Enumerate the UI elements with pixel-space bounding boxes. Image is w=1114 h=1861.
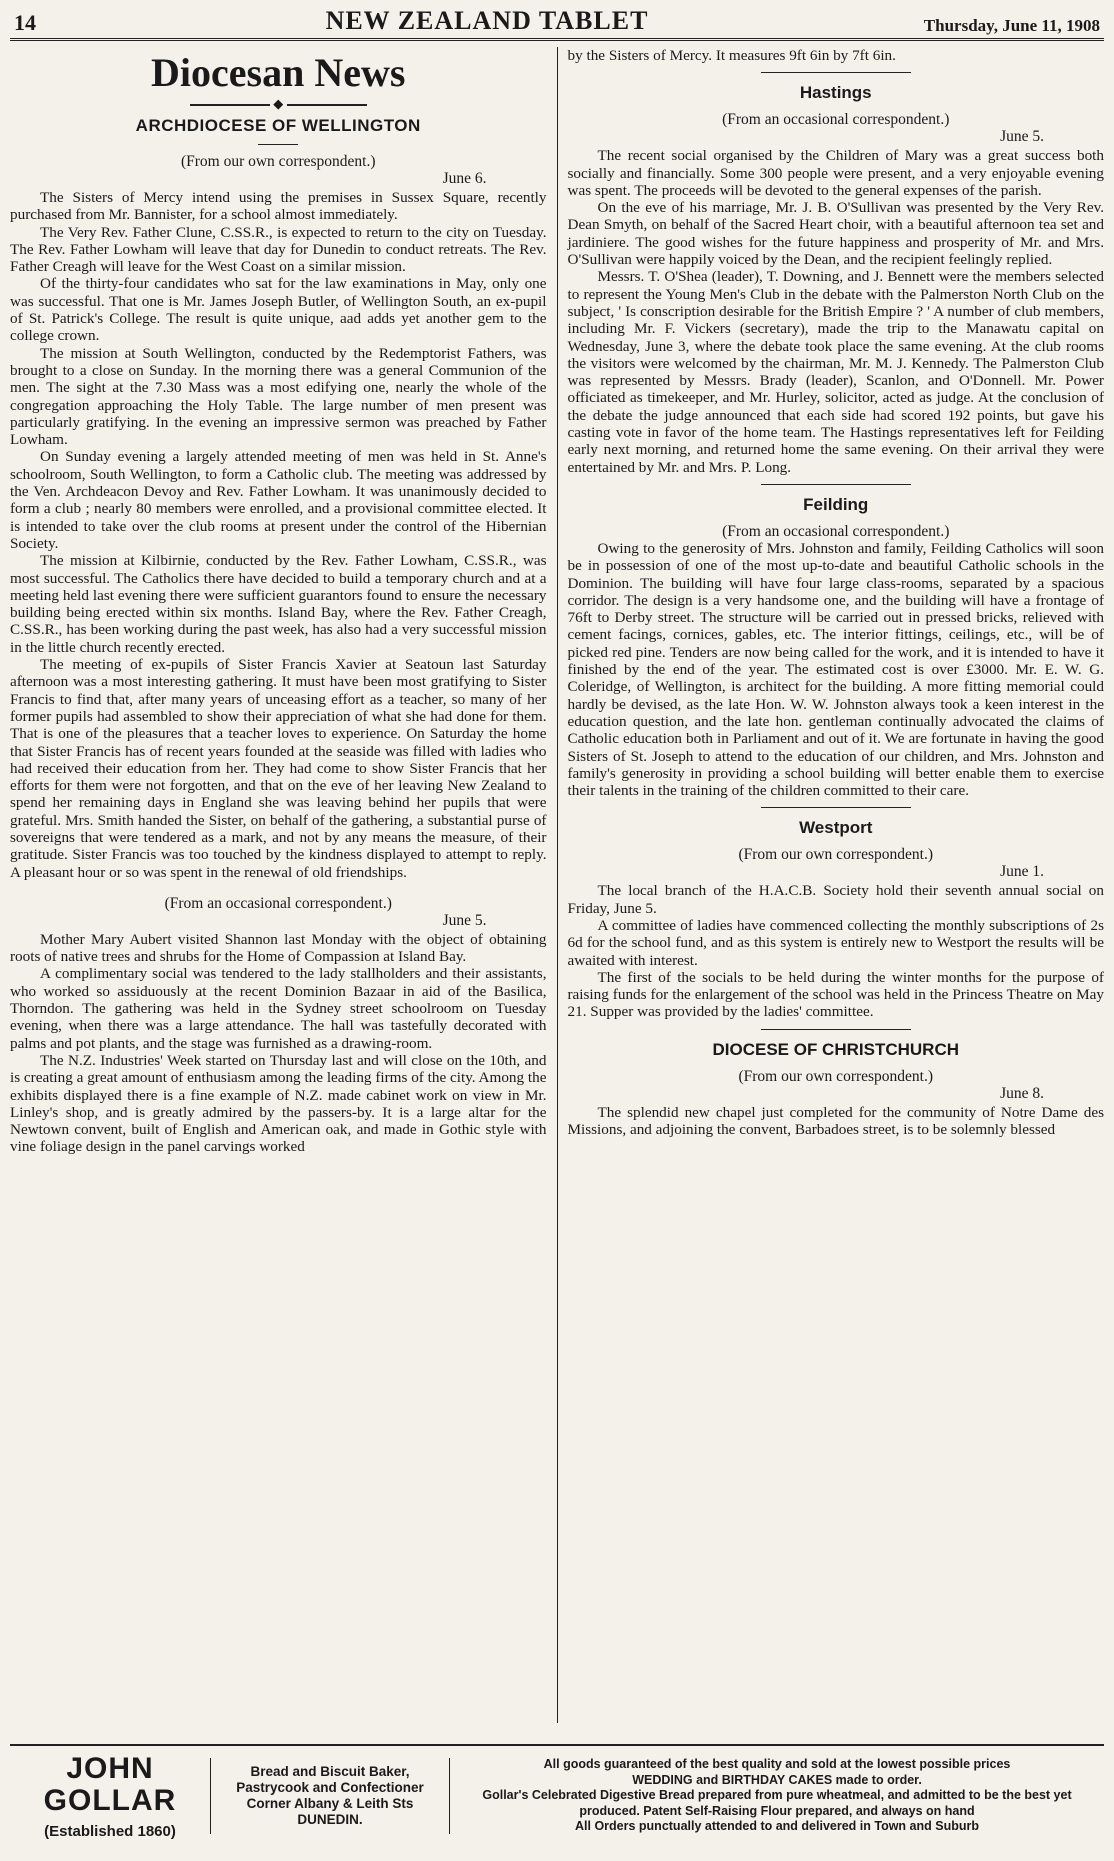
paragraph: Of the thirty-four candidates who sat for the law examinations in May, only one was successful. That one is Mr. James Joseph Butler, of Wellington South, an ex-pupil of St. Patrick's College. The result is quite unique, aad adds yet another gem to the college crown.: [10, 275, 547, 345]
correspondent-line: (From our own correspondent.): [738, 1067, 934, 1085]
ornament-rule: ◆: [10, 97, 547, 110]
advertisement-footer: [10, 1744, 1104, 1846]
trade-line: Bread and Biscuit Baker,: [250, 1764, 410, 1779]
notice-line: WEDDING and BIRTHDAY CAKES made to order.: [632, 1772, 922, 1787]
left-column: [10, 47, 558, 1723]
trade-line: Corner Albany & Leith Sts: [246, 1796, 414, 1811]
paragraph: The first of the socials to be held during the winter months for the purpose of raising funds for the enlargement of the school was held in the Princess Theatre on May 21. Supper was provided by the ladies' committee.: [567, 968, 1104, 1021]
masthead: [10, 6, 1104, 41]
dateline: June 6.: [442, 170, 487, 187]
notice-line: All Orders punctually attended to and delivered in Town and Suburb: [575, 1819, 979, 1834]
divider: [761, 484, 911, 485]
trade-line: Pastrycook and Confectioner: [236, 1780, 424, 1795]
divider: [761, 1029, 911, 1030]
paragraph: A committee of ladies have commenced collecting the monthly subscriptions of 2s 6d for the school fund, and as this system is entirely new to Westport the results will be awaited with interest.: [567, 916, 1104, 969]
paragraph: Mother Mary Aubert visited Shannon last Monday with the object of obtaining roots of native trees and shrubs for the Home of Compassion at Island Bay.: [10, 930, 547, 966]
advertiser-brand: [10, 1753, 210, 1840]
hastings-heading: Hastings: [799, 83, 872, 103]
paragraph: On the eve of his marriage, Mr. J. B. O'Sullivan was presented by the Very Rev. Dean Smyth, on behalf of the Sacred Heart choir, with a beautiful afternoon tea set and jardiniere. The good wishes for the future happiness and prosperity of Mr. and Mrs. O'Sullivan were happily voiced by the Dean, and the recipient feelingly replied.: [567, 199, 1104, 269]
section-banner: Diocesan News: [151, 50, 406, 95]
divider: [258, 144, 298, 145]
advertiser-name: JOHN GOLLAR: [43, 1751, 177, 1817]
publication-title: NEW ZEALAND TABLET: [325, 6, 649, 35]
dateline: June 8.: [1000, 1084, 1044, 1102]
paragraph: A complimentary social was tendered to the lady stallholders and their assistants, who worked so assiduously at the recent Dominion Bazaar in aid of the Basilica, Thorndon. The gathering was held in the Sydney street schoolroom on Tuesday evening, when there was a large attendance. The hall was tastefully decorated with palms and pot plants, and the stage was furnished as a drawing-room.: [10, 965, 547, 1052]
correspondent-line: (From an occasional correspondent.): [164, 894, 392, 912]
christchurch-heading: DIOCESE OF CHRISTCHURCH: [712, 1039, 959, 1059]
trade-line: DUNEDIN.: [297, 1812, 363, 1827]
feilding-heading: Feilding: [803, 494, 869, 514]
paragraph: Messrs. T. O'Shea (leader), T. Downing, and J. Bennett were the members selected to represent the Young Men's Club in the debate with the Palmerston North Club on the subject, ' Is conscription desirable for the British Empire ? ' A number of club members, including Mr. F. Vickers (secretary), made the trip to the Manawatu capital on Wednesday, June 3, where the debate took place the same evening. At the club rooms the visitors were welcomed by the chairman, Mr. M. J. Kennedy. The Palmerston Club was represented by Messrs. Brady (leader), Scanlon, and O'Donnell. Mr. Power officiated as timekeeper, and Mr. Hurley, solicitor, acted as judge. At the conclusion of the debate the judge announced that each side had scored 192 points, but gave his casting vote in favor of the home team. The Hastings representatives left for Feilding early next morning, and returned home the same evening. On their arrival they were entertained by Mr. and Mrs. P. Long.: [567, 268, 1104, 476]
advertisement-notice: [450, 1757, 1104, 1835]
paragraph: The recent social organised by the Children of Mary was a great success both socially and financially. Some 300 people were present, and a very enjoyable evening was spent. The proceeds will be devoted to the general expenses of the parish.: [567, 147, 1104, 199]
dateline: June 5.: [1000, 128, 1044, 146]
issue-date: Thursday, June 11, 1908: [923, 16, 1100, 35]
divider: [761, 807, 911, 808]
dateline: June 5.: [442, 911, 487, 929]
page-number: 14: [14, 10, 36, 35]
paragraph: Owing to the generosity of Mrs. Johnston and family, Feilding Catholics will soon be in possession of one of the most up-to-date and beautiful Catholic schools in the Dominion. The building will have four large class-rooms, separated by a spacious corridor. The design is a very handsome one, and the building will have a frontage of 76ft to Derby street. The structure will be carried out in pressed bricks, relieved with cement facings, cornices, gables, etc. The interior fittings, ceilings, etc., will be of picked red pine. Tenders are now being called for the work, and it is intended to have it finished by the end of the year. The estimated cost is over £3000. Mr. E. W. G. Coleridge, of Wellington, is architect for the building. A more fitting memorial could hardly be devised, as the late Hon. W. W. Johnston always took a keen interest in the education question, and the late hon. gentleman continually advocated the claims of Catholic education both in Parliament and out of it. We are fortunate in having the good Sisters of St. Joseph to attend to the education of our children, and Mrs. Johnston and family's generosity in providing a school building will better enable them to exercise their talents in the training of the children committed to their care.: [567, 539, 1104, 800]
trade-description: [210, 1758, 450, 1834]
correspondent-line: (From an occasional correspondent.): [722, 111, 950, 129]
correspondent-line: (From an occasional correspondent.): [722, 522, 950, 540]
notice-line: All goods guaranteed of the best quality and sold at the lowest possible prices: [543, 1757, 1011, 1772]
established-year: (Established 1860): [44, 1822, 176, 1840]
correspondent-line: (From our own correspondent.): [738, 846, 934, 864]
divider: [761, 72, 911, 73]
paragraph: The meeting of ex-pupils of Sister Francis Xavier at Seatoun last Saturday afternoon was a most interesting gathering. It must have been most gratifying to Sister Francis to find that, after many years of unceasing effort as a teacher, so many of her former pupils had assembled to show their appreciation of what she had done for them. That is one of the pleasures that a teacher loves to experience. On Saturday the home that Sister Francis has of recent years founded at the seaside was filled with ladies who had received their education from her. They had come to show Sister Francis that her efforts for them were not forgotten, and that on the eve of her leaving New Zealand to spend her remaining days in England she was leaving behind her pupils that were grateful. Mrs. Smith handed the Sister, on behalf of the gathering, a substantial purse of sovereigns that were tendered as a mark, and not by any means the measure, of their gratitude. Sister Francis was too touched by the kindness displayed to attempt to reply. A pleasant hour or so was spent in the renewal of old friendships.: [10, 656, 547, 881]
archdiocese-heading: ARCHDIOCESE OF WELLINGTON: [135, 116, 421, 135]
columns: [10, 47, 1104, 1723]
paragraph: The Sisters of Mercy intend using the premises in Sussex Square, recently purchased from Mr. Bannister, for a school almost immediately.: [10, 189, 547, 224]
paragraph: The local branch of the H.A.C.B. Society hold their seventh annual social on Friday, June 5.: [567, 882, 1104, 917]
correspondent-line: (From our own correspondent.): [180, 153, 376, 170]
right-column: [558, 47, 1105, 1723]
continued-paragraph: by the Sisters of Mercy. It measures 9ft 6in by 7ft 6in.: [567, 47, 896, 64]
newspaper-page: [10, 6, 1104, 1846]
paragraph: The Very Rev. Father Clune, C.SS.R., is expected to return to the city on Tuesday. The Rev. Father Lowham will leave that day for Dunedin to conduct retreats. The Rev. Father Creagh will leave for the West Coast on a similar mission.: [10, 223, 547, 276]
paragraph: The N.Z. Industries' Week started on Thursday last and will close on the 10th, and is creating a great amount of enthusiasm among the leading firms of the city. Among the exhibits displayed there is a fine example of N.Z. made cabinet work on view in Mr. Linley's shop, and is greatly admired by the passers-by. It is a large altar for the Newtown convent, built of English and American oak, and made in Gothic style with vine foliage design in the panel carvings worked: [10, 1051, 547, 1156]
dateline: June 1.: [1000, 863, 1044, 881]
paragraph: The mission at Kilbirnie, conducted by the Rev. Father Lowham, C.SS.R., was most successful. The Catholics there have decided to build a temporary church and at a meeting held last evening there were sufficient guarantors found to ensure the necessary building being erected within six months. Island Bay, where the Rev. Father Creagh, C.SS.R., has been working during the past week, has also had a very successful mission in the little church recently erected.: [10, 552, 547, 656]
westport-heading: Westport: [799, 818, 873, 838]
notice-line: Gollar's Celebrated Digestive Bread prepared from pure wheatmeal, and admitted to be the best yet produced. Patent Self-Raising Flour prepared, and always on hand: [482, 1788, 1072, 1818]
paragraph: The mission at South Wellington, conducted by the Redemptorist Fathers, was brought to a close on Sunday. In the morning there was a general Communion of the men. The sight at the 7.30 Mass was a most edifying one, nearly the whole of the congregation approaching the Holy Table. The large number of men present was particularly gratifying. In the evening an impressive sermon was preached by Father Lowham.: [10, 344, 547, 449]
paragraph: The splendid new chapel just completed for the community of Notre Dame des Missions, and adjoining the convent, Barbadoes street, is to be solemnly blessed: [567, 1103, 1104, 1139]
paragraph: On Sunday evening a largely attended meeting of men was held in St. Anne's schoolroom, South Wellington, to form a Catholic club. The meeting was addressed by the Ven. Archdeacon Devoy and Rev. Father Lowham. It was unanimously decided to form a club ; nearly 80 members were enrolled, and a provisional committee elected. It is intended to take over the club rooms at present under the control of the Hibernian Society.: [10, 448, 547, 552]
